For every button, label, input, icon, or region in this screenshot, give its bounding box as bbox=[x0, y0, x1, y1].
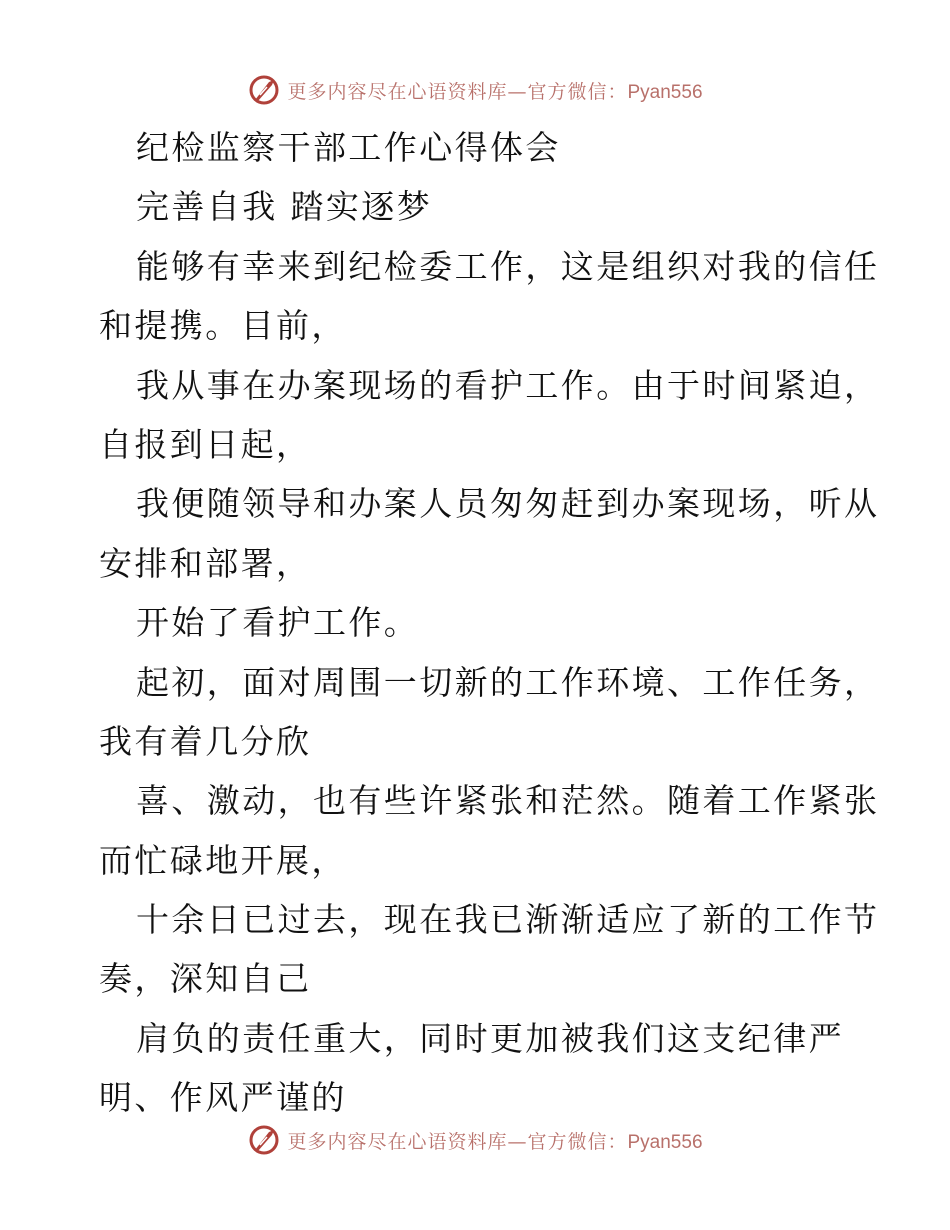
text-line: 我便随领导和办案人员匆匆赶到办案现场，听从 bbox=[136, 484, 880, 524]
text-line: 开始了看护工作。 bbox=[136, 603, 420, 643]
header-banner bbox=[0, 70, 950, 110]
text-line: 喜、激动，也有些许紧张和茫然。随着工作紧张 bbox=[136, 781, 880, 821]
quill-pen-icon bbox=[247, 1123, 281, 1157]
banner-title: 更多内容尽在心语资料库 bbox=[287, 1130, 508, 1153]
banner-text bbox=[287, 77, 702, 104]
text-line: 能够有幸来到纪检委工作，这是组织对我的信任 bbox=[136, 246, 880, 286]
text-line: 安排和部署， bbox=[99, 543, 312, 583]
banner-wechat-label: 官方微信： bbox=[527, 1130, 628, 1153]
text-line: 我有着几分欣 bbox=[99, 721, 312, 761]
banner-title: 更多内容尽在心语资料库 bbox=[287, 80, 508, 103]
banner-text bbox=[287, 1127, 702, 1154]
document-title: 纪检监察干部工作心得体会 bbox=[136, 128, 561, 167]
text-line: 我从事在办案现场的看护工作。由于时间紧迫， bbox=[136, 365, 880, 405]
footer-banner bbox=[0, 1120, 950, 1160]
quill-pen-icon bbox=[247, 73, 281, 107]
banner-wechat-handle: Pyan556 bbox=[627, 81, 703, 103]
text-line: 而忙碌地开展， bbox=[99, 840, 347, 880]
banner-separator: — bbox=[507, 1130, 528, 1153]
text-line: 起初，面对周围一切新的工作环境、工作任务， bbox=[136, 662, 880, 702]
document-body bbox=[99, 118, 880, 1128]
text-line: 十余日已过去，现在我已渐渐适应了新的工作节 bbox=[136, 900, 880, 940]
text-line: 奏，深知自己 bbox=[99, 959, 312, 999]
text-line: 肩负的责任重大，同时更加被我们这支纪律严 bbox=[136, 1018, 844, 1058]
document-subtitle: 完善自我 踏实逐梦 bbox=[136, 187, 433, 227]
banner-wechat-label: 官方微信： bbox=[527, 80, 628, 103]
banner-separator: — bbox=[507, 80, 528, 103]
text-line: 明、作风严谨的 bbox=[99, 1078, 347, 1118]
banner-wechat-handle: Pyan556 bbox=[627, 1131, 703, 1153]
text-line: 和提携。目前， bbox=[99, 306, 347, 346]
text-line: 自报到日起， bbox=[99, 424, 312, 464]
